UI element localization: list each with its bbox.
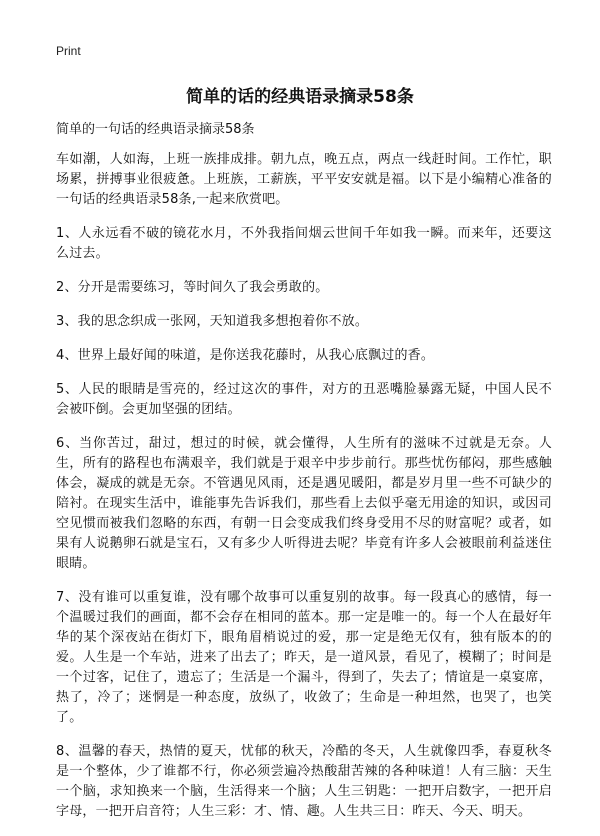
page-title: 简单的话的经典语录摘录58条 (186, 87, 414, 107)
article-content (56, 150, 552, 836)
quote-paragraph-2: 2、分开是需要练习，等时间久了我会勇敢的。 (56, 280, 329, 295)
quote-paragraph-3: 3、我的思念织成一张网，天知道我多想抱着你不放。 (56, 314, 369, 329)
quote-paragraph-5: 5、人民的眼睛是雪亮的，经过这次的事件，对方的丑恶嘴脸暴露无疑，中国人民不会被吓倒。会更加坚强的团结。 (56, 382, 552, 417)
quote-paragraph-7: 7、没有谁可以重复谁，没有哪个故事可以重复别的故事。每一段真心的感情，每一个温暖过我们的画面，都不会存在相同的蓝本。那一定是唯一的。每一个人在最好年华的某个深夜站在街灯下，眼角眉梢说过的爱，那一定是绝无仅有，独有版本的的爱。人生是一个车站，进来了出去了；昨天，是一道风景，看见了，模糊了；时间是一个过客，记住了，遗忘了；生活是一个漏斗，得到了，失去了；情谊是一桌宴席，热了，冷了；迷惘是一种态度，放纵了，收敛了；生命是一种坦然，也哭了，也笑了。 (56, 590, 552, 725)
quote-paragraph-4: 4、世界上最好闻的味道，是你送我花藤时，从我心底飘过的香。 (56, 348, 435, 363)
intro-paragraph: 车如潮，人如海，上班一族排成排。朝九点，晚五点，两点一线赶时间。工作忙，职场累，拼搏事业很疲惫。上班族，工薪族，平平安安就是福。以下是小编精心准备的一句话的经典语录58条,一起来欣赏吧。 (56, 152, 552, 207)
document-subtitle: 简单的一句话的经典语录摘录58条 (56, 122, 255, 137)
quote-paragraph-6: 6、当你苦过，甜过，想过的时候，就会懂得，人生所有的滋味不过就是无奈。人生，所有的路程也布满艰辛，我们就是于艰辛中步步前行。那些忧伤郁闷，那些感触体会，凝成的就是无奈。不管遇见风雨，还是遇见暖阳，都是岁月里一些不可缺少的陪衬。在现实生活中，谁能事先告诉我们，那些看上去似乎毫无用途的知识，或因司空见惯而被我们忽略的东西，有朝一日会变成我们终身受用不尽的财富呢？或者，如果有人说鹅卵石就是宝石，又有多少人听得进去呢？毕竟有许多人会被眼前利益迷住眼睛。 (56, 436, 552, 571)
print-link[interactable]: Print (56, 44, 81, 58)
quote-paragraph-1: 1、人永远看不破的镜花水月，不外我指间烟云世间千年如我一瞬。而来年，还要这么过去。 (56, 226, 552, 261)
quote-paragraph-8: 8、温馨的春天，热情的夏天，忧郁的秋天，冷酷的冬天，人生就像四季，春夏秋冬是一个整体，少了谁都不行，你必须尝遍冷热酸甜苦辣的各种味道！人有三脑：天生一个脑，求知换来一个脑，生活得来一个脑；人生三钥匙：一把开启数字，一把开启字母，一把开启音符；人生三彩：才、情、趣。人生共三日：昨天、今天、明天。 (56, 744, 552, 819)
